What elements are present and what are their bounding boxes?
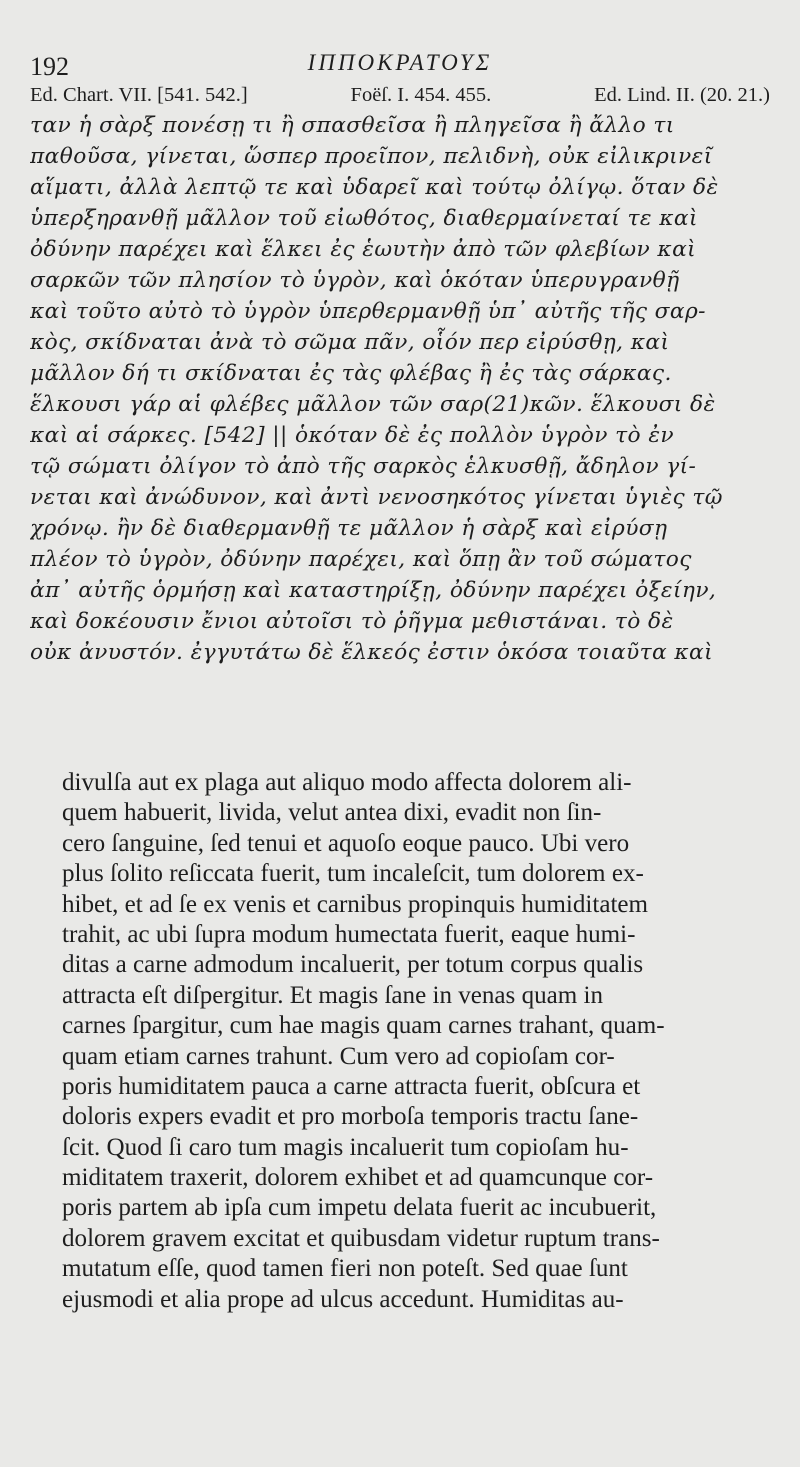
- greek-line: αἵματι, ἀλλὰ λεπτῷ τε καὶ ὑδαρεῖ καὶ τούτῳ ὀλίγῳ. ὅταν δὲ: [30, 175, 719, 200]
- latin-line: trahit, ac ubi ſupra modum humectata fuerit, eaque humi-: [62, 920, 636, 948]
- greek-line: κὸς, σκίδναται ἀνὰ τὸ σῶμα πᾶν, οἷόν περ εἰρύσθῃ, καὶ: [30, 330, 670, 355]
- latin-line: poris humiditatem pauca a carne attracta fuerit, obſcura et: [62, 1072, 641, 1100]
- latin-line: dolorem gravem excitat et quibusdam videtur ruptum trans-: [62, 1224, 660, 1252]
- latin-line: ditas a carne admodum incaluerit, per totum corpus qualis: [62, 951, 644, 979]
- greek-line: ἀπ᾽ αὐτῆς ὁρμήσῃ καὶ καταστηρίξῃ, ὀδύνην παρέχει ὀξείην,: [30, 578, 717, 603]
- greek-line: καὶ αἱ σάρκες. [542] || ὁκόταν δὲ ἐς πολλὸν ὑγρὸν τὸ ἐν: [30, 423, 674, 448]
- edition-foes: Foëſ. I. 454. 455.: [350, 84, 492, 106]
- latin-line: ſcit. Quod ſi caro tum magis incaluerit tum copioſam hu-: [62, 1133, 629, 1161]
- greek-line: ὀδύνην παρέχει καὶ ἕλκει ἐς ἑωυτὴν ἀπὸ τῶν φλεβίων καὶ: [30, 237, 697, 262]
- latin-line: miditatem traxerit, dolorem exhibet et ad quamcunque cor-: [62, 1164, 654, 1192]
- latin-line: hibet, et ad ſe ex venis et carnibus propinquis humiditatem: [62, 890, 649, 918]
- greek-line: παθοῦσα, γίνεται, ὥσπερ προεῖπον, πελιδνὴ, οὐκ εἰλικρινεῖ: [30, 144, 713, 169]
- latin-text-block: [62, 768, 770, 1315]
- edition-linden: Ed. Lind. II. (20. 21.): [594, 84, 770, 106]
- greek-line: καὶ δοκέουσιν ἔνιοι αὐτοῖσι τὸ ῥῆγμα μεθιστάναι. τὸ δὲ: [30, 609, 674, 634]
- greek-line: ἕλκουσι γάρ αἱ φλέβες μᾶλλον τῶν σαρ(21)κῶν. ἕλκουσι δὲ: [30, 392, 716, 417]
- greek-line: καὶ τοῦτο αὐτὸ τὸ ὑγρὸν ὑπερθερμανθῇ ὑπ᾽ αὐτῆς τῆς σαρ-: [30, 299, 706, 324]
- greek-line: σαρκῶν τῶν πλησίον τὸ ὑγρὸν, καὶ ὁκόταν ὑπερυγρανθῇ: [30, 268, 680, 293]
- greek-line: χρόνῳ. ἢν δὲ διαθερμανθῇ τε μᾶλλον ἡ σὰρξ καὶ εἰρύσῃ: [30, 516, 668, 541]
- page-number: 192: [30, 52, 69, 81]
- latin-line: plus ſolito reſiccata fuerit, tum incaleſcit, tum dolorem ex-: [62, 860, 644, 888]
- greek-line: ὑπερξηρανθῇ μᾶλλον τοῦ εἰωθότος, διαθερμαίνεταί τε καὶ: [30, 206, 698, 231]
- greek-line: πλέον τὸ ὑγρὸν, ὀδύνην παρέχει, καὶ ὅπῃ ἂν τοῦ σώματος: [30, 547, 692, 572]
- latin-line: doloris expers evadit et pro morboſa temporis tractu ſane-: [62, 1103, 639, 1131]
- edition-references: [30, 84, 770, 112]
- latin-line: poris partem ab ipſa cum impetu delata fuerit ac incubuerit,: [62, 1194, 657, 1222]
- running-head: [30, 50, 770, 80]
- greek-line: οὐκ ἀνυστόν. ἐγγυτάτω δὲ ἕλκεός ἐστιν ὁκόσα τοιαῦτα καὶ: [30, 640, 714, 665]
- latin-line: quam etiam carnes trahunt. Cum vero ad copioſam cor-: [62, 1042, 615, 1070]
- greek-line: νεται καὶ ἀνώδυνον, καὶ ἀντὶ νενοσηκότος γίνεται ὑγιὲς τῷ: [30, 485, 723, 510]
- greek-text-block: [30, 110, 770, 668]
- latin-line: divulſa aut ex plaga aut aliquo modo affecta dolorem ali-: [62, 769, 632, 796]
- latin-line: mutatum eſſe, quod tamen fieri non poteſt. Sed quae ſunt: [62, 1255, 628, 1283]
- latin-line: attracta eſt diſpergitur. Et magis ſane in venas quam in: [62, 981, 604, 1009]
- latin-line: carnes ſpargitur, cum hae magis quam carnes trahant, quam-: [62, 1012, 665, 1040]
- greek-line: ταν ἡ σὰρξ πονέσῃ τι ἢ σπασθεῖσα ἢ πληγεῖσα ἢ ἄλλο τι: [30, 113, 675, 138]
- running-title: ΙΠΠΟΚΡΑΤΟΥΣ: [307, 50, 493, 75]
- latin-line: quem habuerit, livida, velut antea dixi, evadit non ſin-: [62, 799, 602, 827]
- greek-line: μᾶλλον δή τι σκίδναται ἐς τὰς φλέβας ἢ ἐς τὰς σάρκας.: [30, 361, 672, 386]
- edition-chartier: Ed. Chart. VII. [541. 542.]: [30, 84, 248, 106]
- greek-line: τῷ σώματι ὀλίγον τὸ ἀπὸ τῆς σαρκὸς ἑλκυσθῇ, ἄδηλον γί-: [30, 454, 697, 479]
- latin-line: ejusmodi et alia prope ad ulcus accedunt. Humiditas au-: [62, 1285, 624, 1313]
- latin-line: cero ſanguine, ſed tenui et aquoſo eoque pauco. Ubi vero: [62, 829, 630, 857]
